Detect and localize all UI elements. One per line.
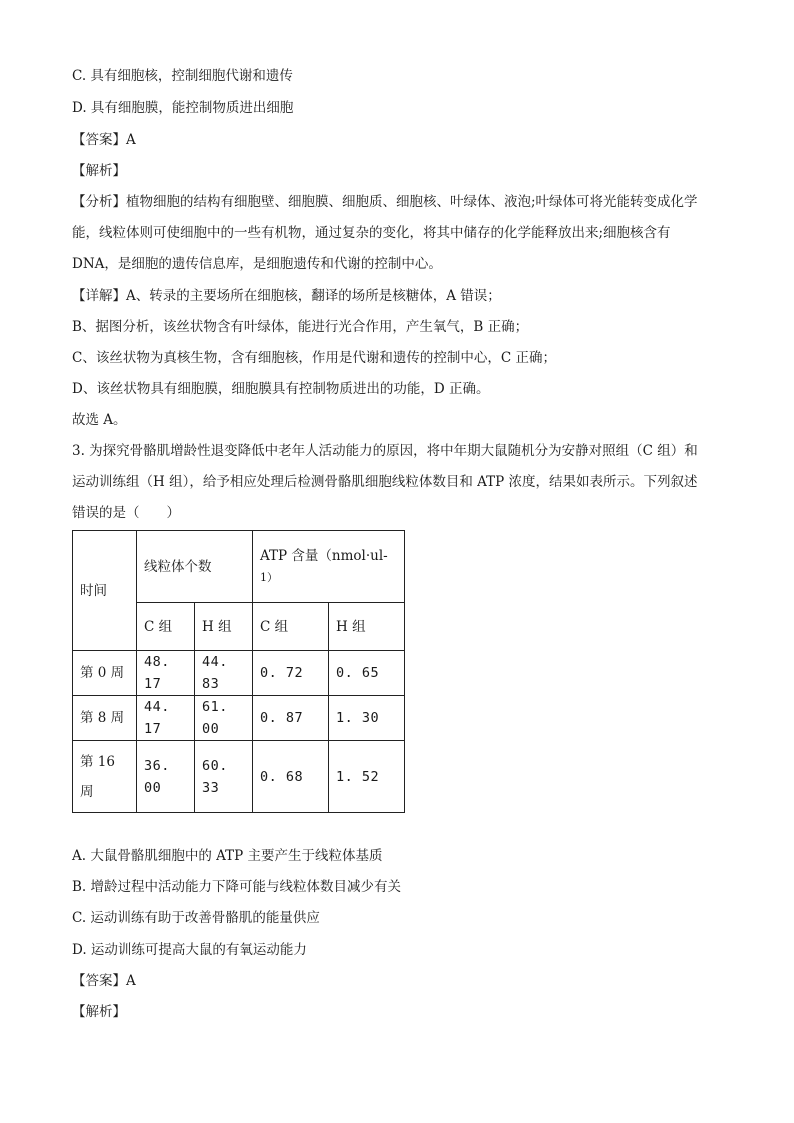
question-3-line-2: 运动训练组（H 组），给予相应处理后检测骨骼肌细胞线粒体数目和 ATP 浓度，结果如表所示。下列叙述 xyxy=(72,474,698,490)
analysis-text-3: DNA，是细胞的遗传信息库，是细胞遗传和代谢的控制中心。 xyxy=(72,256,442,272)
cell-time xyxy=(73,741,137,813)
detail-d: D、该丝状物具有细胞膜，细胞膜具有控制物质进出的功能，D 正确。 xyxy=(72,381,490,397)
table-row xyxy=(73,651,405,696)
choose-answer: 故选 A。 xyxy=(72,412,127,428)
analysis-label-2: 【解析】 xyxy=(72,1004,126,1020)
table-row xyxy=(73,741,405,813)
analysis-text-1: 【分析】植物细胞的结构有细胞壁、细胞膜、细胞质、细胞核、叶绿体、液泡;叶绿体可将光能转变成化学 xyxy=(72,194,698,210)
cell-value: 44. 83 xyxy=(195,651,253,696)
cell-value: 61. 00 xyxy=(195,696,253,741)
cell-value: 48. 17 xyxy=(137,651,195,696)
cell-value: 0. 87 xyxy=(253,696,329,741)
cell-value: 0. 68 xyxy=(253,741,329,813)
question-3-line-3: 错误的是（ ） xyxy=(72,505,180,521)
answer-label: 【答案】A xyxy=(72,132,136,148)
analysis-label: 【解析】 xyxy=(72,163,126,179)
option-c: C. 运动训练有助于改善骨骼肌的能量供应 xyxy=(72,910,320,926)
cell-value: 0. 72 xyxy=(253,651,329,696)
cell-value: 44. 17 xyxy=(137,696,195,741)
cell-time-line1: 第 16 xyxy=(80,753,115,770)
header-mito-count: 线粒体个数 xyxy=(137,531,253,603)
cell-value: 1. 30 xyxy=(329,696,405,741)
detail-a: 【详解】A、转录的主要场所在细胞核，翻译的场所是核糖体，A 错误； xyxy=(72,288,501,304)
option-a: A. 大鼠骨骼肌细胞中的 ATP 主要产生于线粒体基质 xyxy=(72,848,383,864)
detail-b: B、据图分析，该丝状物含有叶绿体，能进行光合作用，产生氧气，B 正确； xyxy=(72,319,529,335)
header-atp xyxy=(253,531,405,603)
data-table xyxy=(72,530,405,813)
option-d: D. 运动训练可提高大鼠的有氧运动能力 xyxy=(72,942,307,958)
header-atp-line1: ATP 含量（nmol·ul- xyxy=(260,547,388,564)
sub-header-c: C 组 xyxy=(137,603,195,651)
sub-header-h: H 组 xyxy=(329,603,405,651)
cell-time: 第 8 周 xyxy=(73,696,137,741)
line-option-d: D. 具有细胞膜，能控制物质进出细胞 xyxy=(72,100,294,116)
cell-value: 0. 65 xyxy=(329,651,405,696)
table-row xyxy=(73,696,405,741)
cell-value: 1. 52 xyxy=(329,741,405,813)
cell-time: 第 0 周 xyxy=(73,651,137,696)
cell-value: 36. 00 xyxy=(137,741,195,813)
line-option-c: C. 具有细胞核，控制细胞代谢和遗传 xyxy=(72,68,293,84)
sub-header-h: H 组 xyxy=(195,603,253,651)
sub-header-c: C 组 xyxy=(253,603,329,651)
option-b: B. 增龄过程中活动能力下降可能与线粒体数目减少有关 xyxy=(72,879,402,895)
cell-time-line2: 周 xyxy=(80,783,94,800)
cell-value: 60. 33 xyxy=(195,741,253,813)
analysis-text-2: 能，线粒体则可使细胞中的一些有机物，通过复杂的变化，将其中储存的化学能释放出来;细胞核含有 xyxy=(72,225,671,241)
header-time: 时间 xyxy=(73,531,137,651)
detail-c: C、该丝状物为真核生物，含有细胞核，作用是代谢和遗传的控制中心，C 正确； xyxy=(72,350,556,366)
header-atp-line2: 1） xyxy=(260,570,278,584)
question-3-line-1: 3. 为探究骨骼肌增龄性退变降低中老年人活动能力的原因，将中年期大鼠随机分为安静对照组（C 组）和 xyxy=(72,443,698,459)
answer-label-2: 【答案】A xyxy=(72,973,136,989)
